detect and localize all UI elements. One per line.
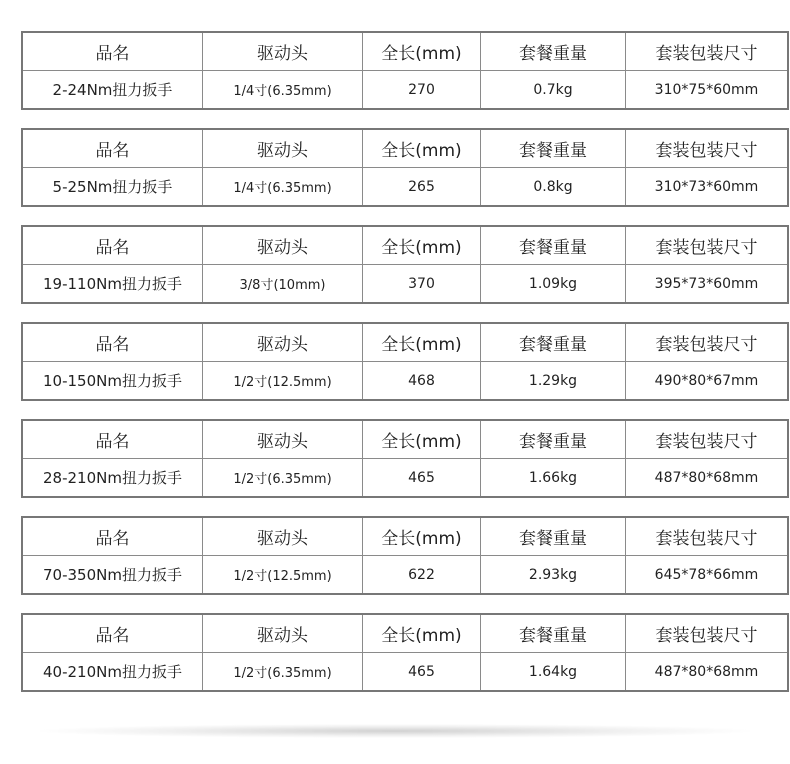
header-name: 品名 bbox=[22, 323, 203, 362]
cell-name: 2-24Nm扭力扳手 bbox=[22, 71, 203, 110]
header-row bbox=[22, 323, 788, 362]
header-drive: 驱动头 bbox=[203, 323, 363, 362]
header-drive: 驱动头 bbox=[203, 614, 363, 653]
header-package: 套装包装尺寸 bbox=[626, 129, 789, 168]
cell-weight: 1.29kg bbox=[481, 362, 626, 401]
header-weight: 套餐重量 bbox=[481, 517, 626, 556]
header-drive: 驱动头 bbox=[203, 226, 363, 265]
bottom-shadow bbox=[40, 724, 750, 738]
header-row bbox=[22, 32, 788, 71]
table-row bbox=[22, 459, 788, 498]
cell-length: 270 bbox=[363, 71, 481, 110]
cell-length: 265 bbox=[363, 168, 481, 207]
header-weight: 套餐重量 bbox=[481, 32, 626, 71]
cell-package: 645*78*66mm bbox=[626, 556, 789, 595]
header-length: 全长(mm) bbox=[363, 614, 481, 653]
header-name: 品名 bbox=[22, 614, 203, 653]
header-drive: 驱动头 bbox=[203, 129, 363, 168]
header-package: 套装包装尺寸 bbox=[626, 32, 789, 71]
spec-table bbox=[21, 419, 789, 498]
header-drive: 驱动头 bbox=[203, 32, 363, 71]
cell-name: 28-210Nm扭力扳手 bbox=[22, 459, 203, 498]
header-drive: 驱动头 bbox=[203, 517, 363, 556]
cell-length: 622 bbox=[363, 556, 481, 595]
header-row bbox=[22, 517, 788, 556]
cell-length: 465 bbox=[363, 459, 481, 498]
cell-weight: 2.93kg bbox=[481, 556, 626, 595]
header-weight: 套餐重量 bbox=[481, 323, 626, 362]
spec-table bbox=[21, 128, 789, 207]
spec-table bbox=[21, 516, 789, 595]
header-row bbox=[22, 226, 788, 265]
header-package: 套装包装尺寸 bbox=[626, 226, 789, 265]
spec-table bbox=[21, 613, 789, 692]
cell-drive: 3/8寸(10mm) bbox=[203, 265, 363, 304]
cell-weight: 1.64kg bbox=[481, 653, 626, 692]
cell-weight: 1.66kg bbox=[481, 459, 626, 498]
header-name: 品名 bbox=[22, 129, 203, 168]
header-row bbox=[22, 420, 788, 459]
header-length: 全长(mm) bbox=[363, 517, 481, 556]
cell-length: 370 bbox=[363, 265, 481, 304]
header-length: 全长(mm) bbox=[363, 32, 481, 71]
header-row bbox=[22, 129, 788, 168]
header-weight: 套餐重量 bbox=[481, 614, 626, 653]
cell-weight: 0.8kg bbox=[481, 168, 626, 207]
header-row bbox=[22, 614, 788, 653]
header-package: 套装包装尺寸 bbox=[626, 420, 789, 459]
cell-name: 19-110Nm扭力扳手 bbox=[22, 265, 203, 304]
header-drive: 驱动头 bbox=[203, 420, 363, 459]
header-name: 品名 bbox=[22, 517, 203, 556]
table-row bbox=[22, 362, 788, 401]
cell-name: 5-25Nm扭力扳手 bbox=[22, 168, 203, 207]
spec-table bbox=[21, 322, 789, 401]
cell-package: 395*73*60mm bbox=[626, 265, 789, 304]
cell-length: 465 bbox=[363, 653, 481, 692]
header-name: 品名 bbox=[22, 226, 203, 265]
header-weight: 套餐重量 bbox=[481, 226, 626, 265]
header-length: 全长(mm) bbox=[363, 129, 481, 168]
header-package: 套装包装尺寸 bbox=[626, 614, 789, 653]
cell-package: 487*80*68mm bbox=[626, 459, 789, 498]
spec-table bbox=[21, 31, 789, 110]
table-row bbox=[22, 168, 788, 207]
cell-name: 70-350Nm扭力扳手 bbox=[22, 556, 203, 595]
cell-drive: 1/4寸(6.35mm) bbox=[203, 168, 363, 207]
header-package: 套装包装尺寸 bbox=[626, 323, 789, 362]
cell-package: 487*80*68mm bbox=[626, 653, 789, 692]
cell-package: 310*75*60mm bbox=[626, 71, 789, 110]
cell-length: 468 bbox=[363, 362, 481, 401]
table-row bbox=[22, 71, 788, 110]
table-row bbox=[22, 653, 788, 692]
header-length: 全长(mm) bbox=[363, 226, 481, 265]
header-weight: 套餐重量 bbox=[481, 129, 626, 168]
header-name: 品名 bbox=[22, 32, 203, 71]
table-row bbox=[22, 265, 788, 304]
cell-drive: 1/2寸(12.5mm) bbox=[203, 362, 363, 401]
header-weight: 套餐重量 bbox=[481, 420, 626, 459]
header-package: 套装包装尺寸 bbox=[626, 517, 789, 556]
cell-drive: 1/2寸(6.35mm) bbox=[203, 653, 363, 692]
cell-drive: 1/4寸(6.35mm) bbox=[203, 71, 363, 110]
cell-package: 490*80*67mm bbox=[626, 362, 789, 401]
cell-name: 10-150Nm扭力扳手 bbox=[22, 362, 203, 401]
header-length: 全长(mm) bbox=[363, 323, 481, 362]
cell-drive: 1/2寸(6.35mm) bbox=[203, 459, 363, 498]
cell-weight: 0.7kg bbox=[481, 71, 626, 110]
spec-table bbox=[21, 225, 789, 304]
cell-name: 40-210Nm扭力扳手 bbox=[22, 653, 203, 692]
cell-weight: 1.09kg bbox=[481, 265, 626, 304]
spec-tables bbox=[21, 31, 769, 692]
header-length: 全长(mm) bbox=[363, 420, 481, 459]
header-name: 品名 bbox=[22, 420, 203, 459]
cell-drive: 1/2寸(12.5mm) bbox=[203, 556, 363, 595]
cell-package: 310*73*60mm bbox=[626, 168, 789, 207]
table-row bbox=[22, 556, 788, 595]
